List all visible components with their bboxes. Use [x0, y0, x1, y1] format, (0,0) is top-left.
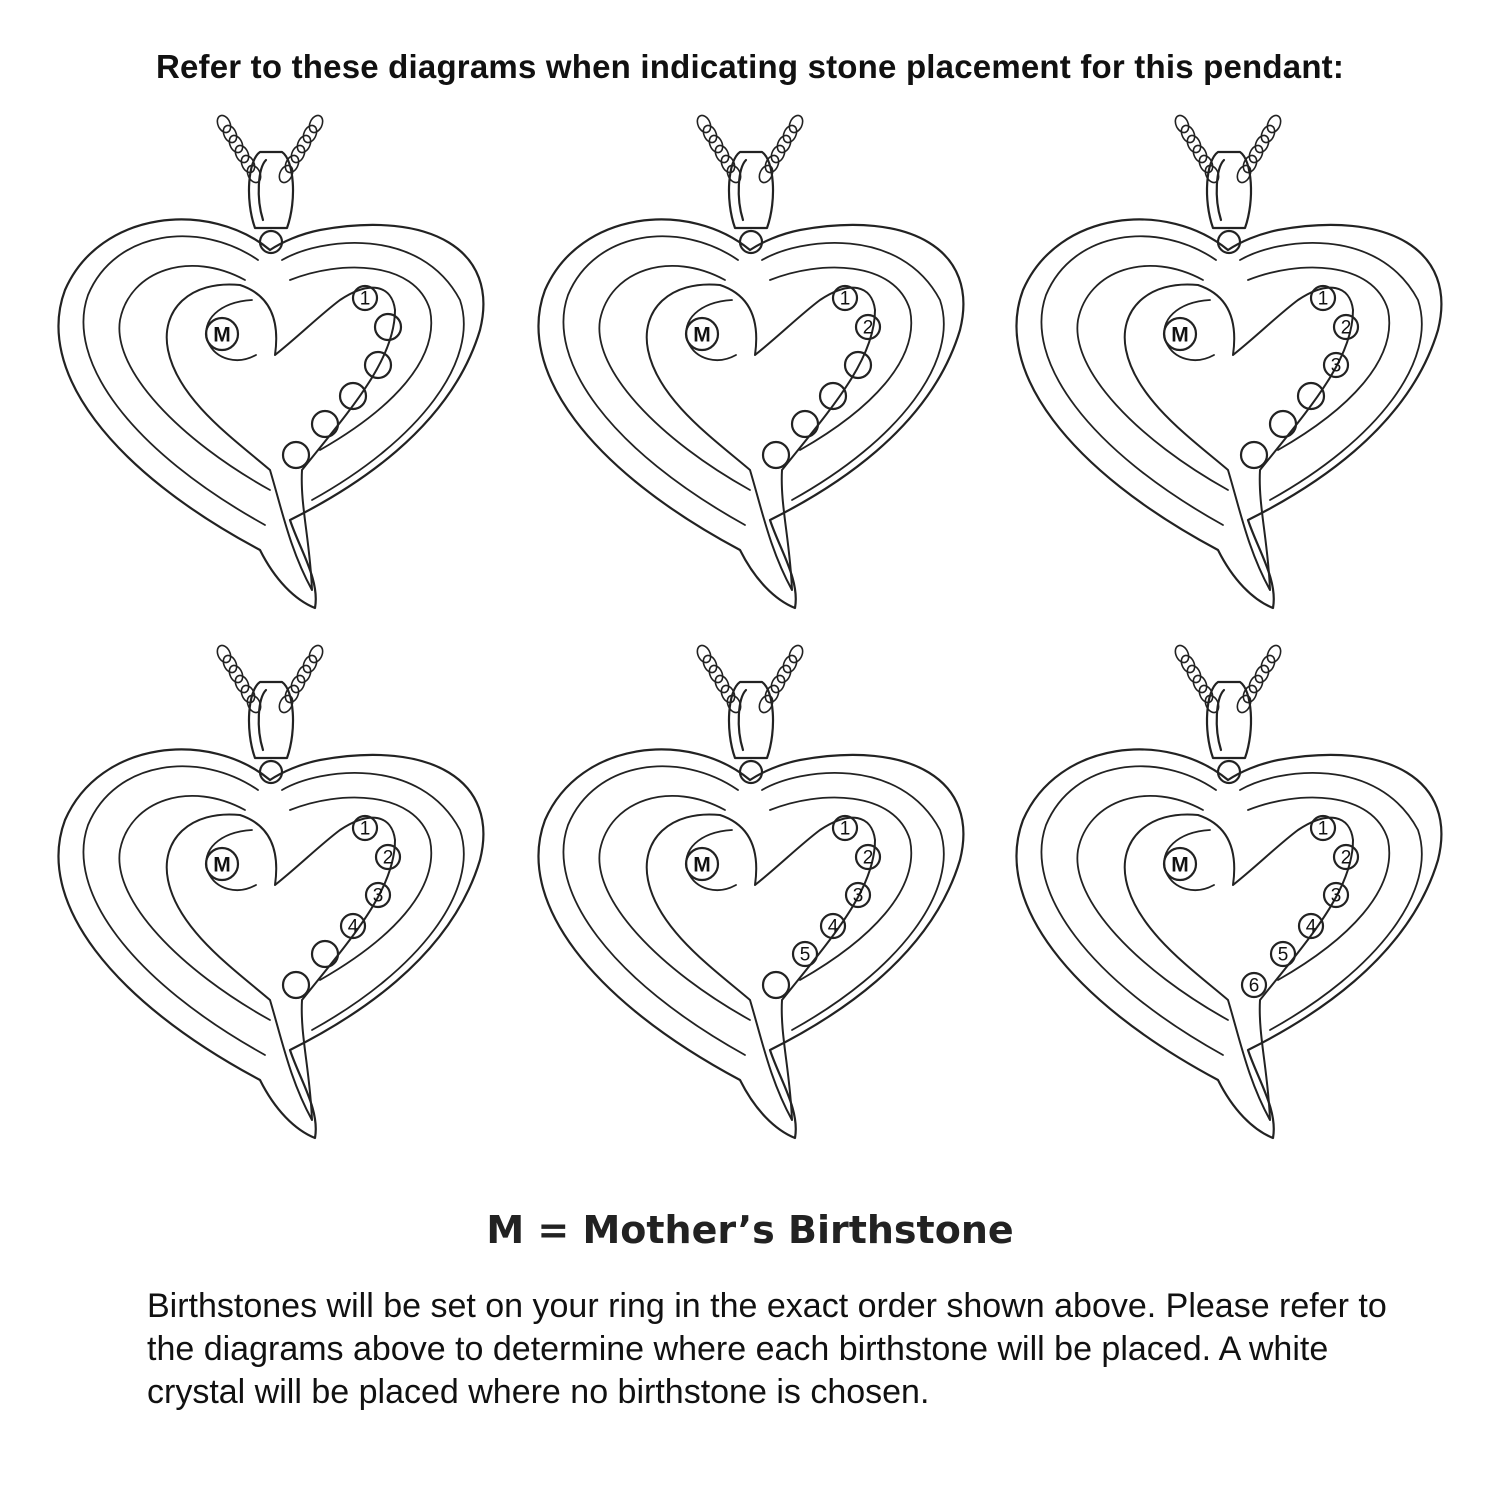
mother-stone-label: M [693, 323, 711, 347]
stone-position-3 [365, 352, 391, 378]
stone-number-1: 1 [839, 288, 851, 310]
mother-stone-label: M [213, 323, 231, 347]
pendant-svg [500, 640, 1000, 1170]
pendant-diagram-2 [500, 110, 1000, 640]
pendant-diagram-3 [978, 110, 1478, 640]
inner-swirl [167, 814, 395, 1120]
stone-number-1: 1 [359, 818, 371, 840]
chain-icon [1173, 113, 1283, 184]
mother-stone-label: M [1171, 853, 1189, 877]
stone-position-6 [283, 972, 309, 998]
stone-number-4: 4 [827, 916, 839, 938]
stone-number-5: 5 [1277, 944, 1289, 966]
chain-icon [1173, 643, 1283, 714]
stone-number-4: 4 [347, 916, 359, 938]
stone-number-3: 3 [372, 885, 384, 907]
stone-number-2: 2 [1340, 847, 1352, 869]
stone-position-6 [763, 972, 789, 998]
page-title: Refer to these diagrams when indicating stone placement for this pendant: [155, 48, 1345, 85]
stone-number-1: 1 [359, 288, 371, 310]
stone-position-5 [792, 411, 818, 437]
stone-number-4: 4 [1305, 916, 1317, 938]
pendant-diagram-5 [500, 640, 1000, 1170]
inner-swirl [647, 284, 875, 590]
stone-position-6 [763, 442, 789, 468]
stone-number-2: 2 [862, 317, 874, 339]
pendant-svg [20, 640, 520, 1170]
placement-note: Birthstones will be set on your ring in the exact order shown above. Please refer to the diagrams above to determine where each birthstone will be placed. A white crystal will be placed where no birthstone is chosen. [147, 1287, 1387, 1411]
stone-number-3: 3 [1330, 885, 1342, 907]
chain-icon [695, 643, 805, 714]
stone-number-2: 2 [1340, 317, 1352, 339]
pendant-diagram-grid [0, 110, 1500, 1170]
pendant-svg [500, 110, 1000, 640]
pendant-svg [20, 110, 520, 640]
stone-position-2 [375, 314, 401, 340]
inner-swirl [647, 814, 875, 1120]
mother-stone-label: M [1171, 323, 1189, 347]
pendant-diagram-4 [20, 640, 520, 1170]
stone-number-1: 1 [1317, 818, 1329, 840]
pendant-svg [978, 110, 1478, 640]
chain-icon [215, 113, 325, 184]
mother-stone-label: M [213, 853, 231, 877]
inner-swirl [1125, 814, 1353, 1120]
stone-number-1: 1 [1317, 288, 1329, 310]
stone-position-6 [283, 442, 309, 468]
chain-icon [215, 643, 325, 714]
inner-swirl [167, 284, 395, 590]
stone-position-6 [1241, 442, 1267, 468]
stone-position-3 [845, 352, 871, 378]
pendant-diagram-1 [20, 110, 520, 640]
pendant-svg [978, 640, 1478, 1170]
mother-birthstone-legend: M = Mother’s Birthstone [486, 1208, 1014, 1252]
stone-position-5 [312, 411, 338, 437]
mother-stone-label: M [693, 853, 711, 877]
stone-position-5 [1270, 411, 1296, 437]
stone-number-1: 1 [839, 818, 851, 840]
stone-number-2: 2 [862, 847, 874, 869]
stone-number-3: 3 [852, 885, 864, 907]
stone-position-5 [312, 941, 338, 967]
stone-number-3: 3 [1330, 355, 1342, 377]
stone-number-2: 2 [382, 847, 394, 869]
pendant-diagram-6 [978, 640, 1478, 1170]
inner-swirl [1125, 284, 1353, 590]
stone-number-5: 5 [799, 944, 811, 966]
stone-number-6: 6 [1248, 975, 1260, 997]
chain-icon [695, 113, 805, 184]
